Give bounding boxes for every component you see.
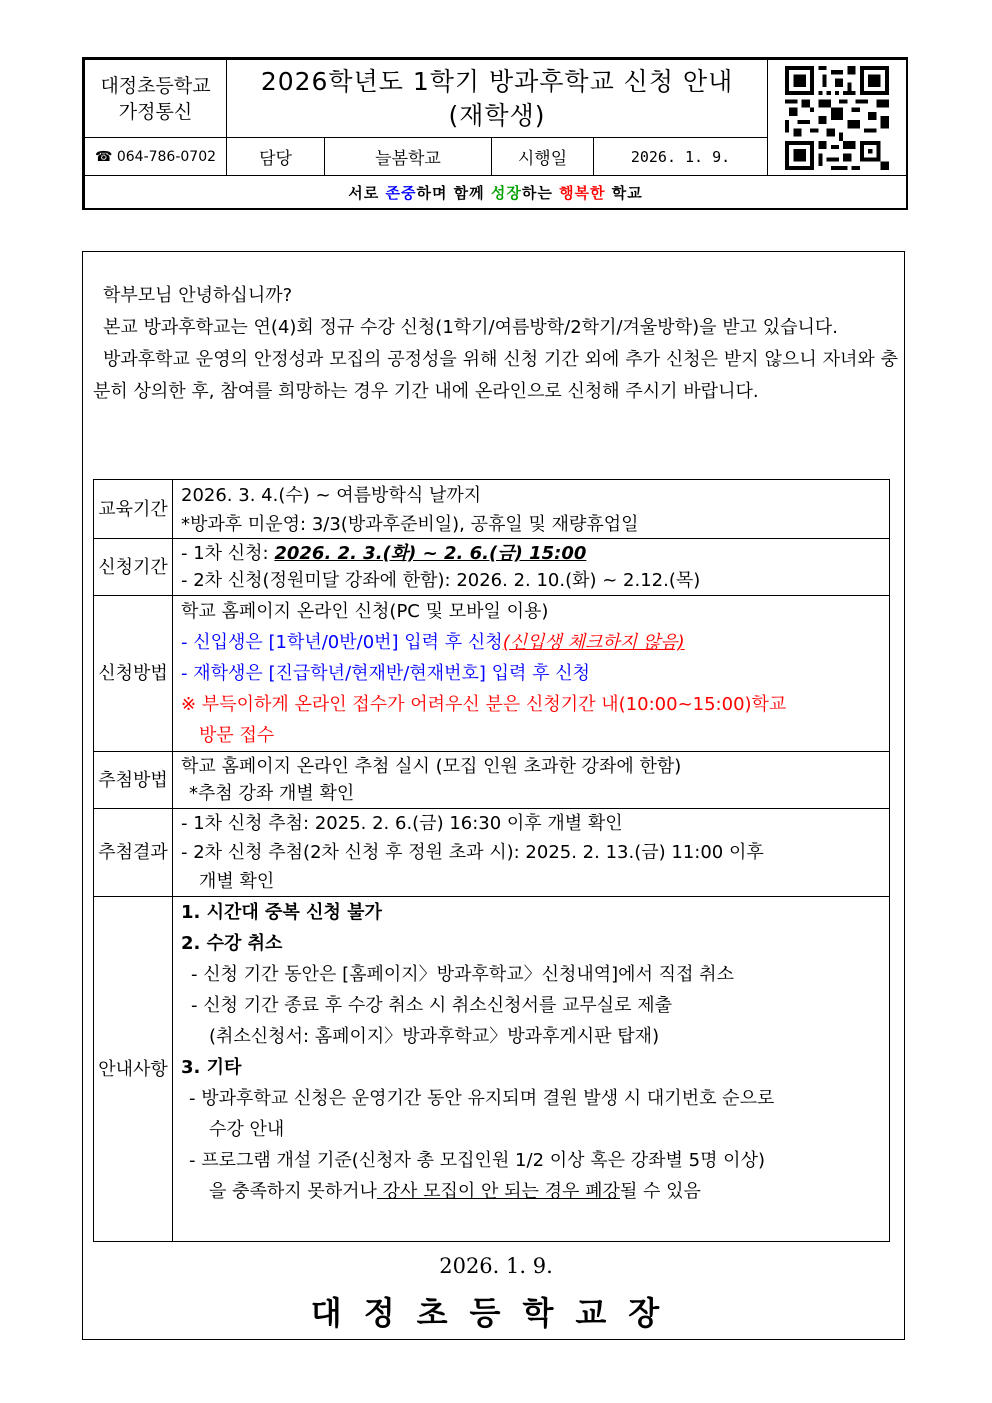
issue-date: 2026. 1. 9.: [439, 1254, 553, 1278]
page-title: 2026학년도 1학기 방과후학교 신청 안내: [260, 66, 734, 96]
info-table: [93, 479, 890, 1242]
principal-signature: 대정초등학교장: [310, 1294, 682, 1332]
row-label: 신청방법: [94, 596, 173, 752]
letter-body: [82, 251, 905, 1340]
school-name: 대정초등학교: [100, 74, 211, 97]
date-value: 2026. 1. 9.: [594, 138, 768, 176]
qr-cell: [768, 60, 907, 176]
newsletter-header: [82, 57, 908, 210]
row-period: 신청기간 - 1차 신청: 2026. 2. 3.(화) ~ 2. 6.(금) 15:00 - 2차 신청(정원미달 강좌에 한함): 2026. 2. 10.(화) ~ 2.12.(목): [94, 539, 890, 596]
row-label: 추첨결과: [94, 809, 173, 897]
row-result: 추첨결과 - 1차 신청 추첨: 2025. 2. 6.(금) 16:30 이후 개별 확인 - 2차 신청 추첨(2차 신청 후 정원 초과 시): 2025. 2. 13.(금) 11:00 이후 개별 확인: [94, 809, 890, 897]
title-cell: [227, 60, 768, 138]
contact-label: 담당: [227, 138, 325, 176]
qr-code-icon[interactable]: [785, 66, 889, 170]
row-notice: 안내사항 1. 시간대 중복 신청 불가 2. 수강 취소 - 신청 기간 동안은 [홈페이지〉방과후학교〉신청내역]에서 직접 취소 - 신청 기간 종료 후 수강 취소 시 취소신청서를 교무실로 제출 (취소신청서: 홈페이지〉방과후학교〉방과후게시판 탑재) 3. 기타 - 방과후학교 신청은 운영기간 동안 유지되며 결원 발생 시 대기번호 순으로 수강 안내 - 프로그램 개설 기준(신청자 총 모집인원 1/2 이상 혹은 강좌별 5명 이상) 을 충족하지 못하거나 강사 모집이 안 되는 경우 폐강될 수 있음: [94, 897, 890, 1242]
greeting: 학부모님 안녕하십니까?: [103, 285, 293, 306]
intro-text: [93, 280, 898, 408]
intro-paragraph-1: 본교 방과후학교는 연(4)회 정규 수강 신청(1학기/여름방학/2학기/겨울방학)을 받고 있습니다.: [103, 317, 838, 338]
row-label: 교육기간: [94, 480, 173, 539]
school-slogan: 서로 존중하며 함께 성장하는 행복한 학교: [85, 176, 907, 209]
row-label: 신청기간: [94, 539, 173, 596]
row-label: 안내사항: [94, 897, 173, 1242]
phone-number: ☎ 064-786-0702: [85, 138, 227, 176]
row-method: 신청방법 학교 홈페이지 온라인 신청(PC 및 모바일 이용) - 신입생은 [1학년/0반/0번] 입력 후 신청(신입생 체크하지 않음) - 재학생은 [진급학년/현재반/현재번호] 입력 후 신청 ※ 부득이하게 온라인 접수가 어려우신 분은 신청기간 내(10:00~15:00)학교 방문 접수: [94, 596, 890, 752]
school-name-cell: [85, 60, 227, 138]
row-label: 추첨방법: [94, 752, 173, 809]
page-subtitle: (재학생): [448, 100, 546, 130]
intro-paragraph-2: 방과후학교 운영의 안정성과 모집의 공정성을 위해 신청 기간 외에 추가 신청은 받지 않으니 자녀와 충분히 상의한 후, 참여를 희망하는 경우 기간 내에 온라인으로 신청해 주시기 바랍니다.: [93, 349, 898, 402]
row-lottery: 추첨방법 학교 홈페이지 온라인 추첨 실시 (모집 인원 초과한 강좌에 한함) *추첨 강좌 개별 확인: [94, 752, 890, 809]
newsletter-label: 가정통신: [118, 100, 193, 123]
contact-value: 늘봄학교: [325, 138, 492, 176]
date-label: 시행일: [492, 138, 594, 176]
row-edu: 교육기간 2026. 3. 4.(수) ~ 여름방학식 날까지 *방과후 미운영: 3/3(방과후준비일), 공휴일 및 재량휴업일: [94, 480, 890, 539]
